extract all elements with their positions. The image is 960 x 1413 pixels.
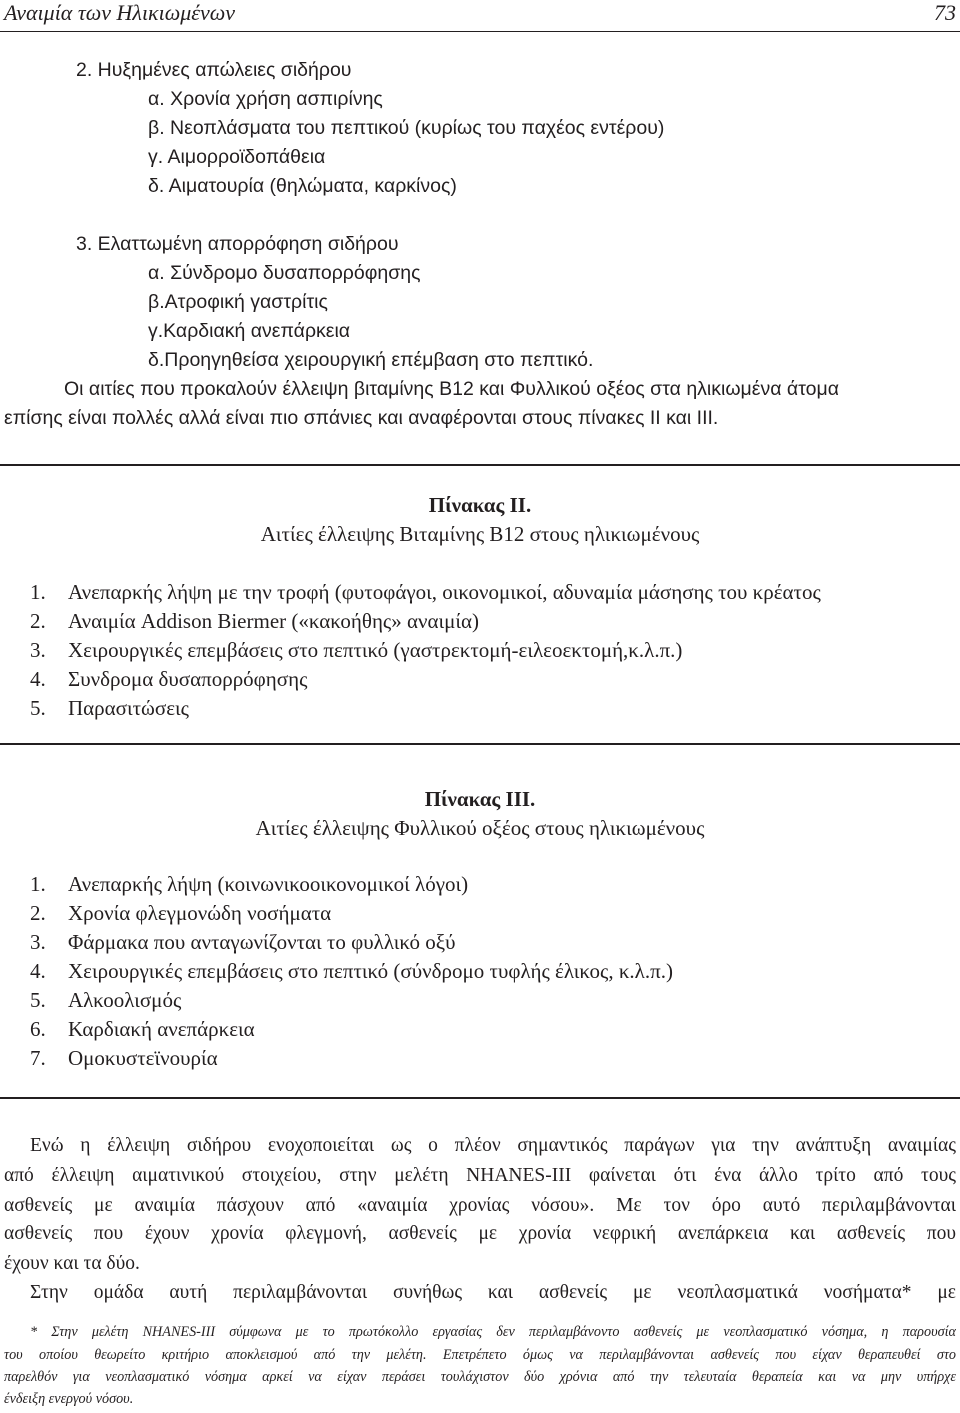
table-2-row — [30, 696, 189, 720]
table-3-row — [30, 1046, 218, 1070]
cause-item-2-sub: δ. Αιματουρία (θηλώματα, καρκίνος) — [148, 175, 457, 197]
row-text: Ανεπαρκής λήψη με την τροφή (φυτοφάγοι, οικονομικοί, αδυναμία μάσησης του κρέατος — [68, 580, 821, 604]
row-number: 4. — [30, 667, 46, 691]
table-3-row — [30, 959, 673, 983]
footnote-line: * Στην μελέτη NHANES-III σύμφωνα με το πρωτόκολλο εργασίας δεν περιλαμβάνοντο ασθενείς με νεοπλασματικό νόσημα, η παρουσία — [30, 1324, 956, 1340]
cause-item-3-sub: δ.Προηγηθείσα χειρουργική επέμβαση στο πεπτικό. — [148, 349, 594, 371]
row-text: Χειρουργικές επεμβάσεις στο πεπτικό (σύνδρομο τυφλής έλικος, κ.λ.π.) — [68, 959, 673, 983]
page-number: 73 — [934, 0, 956, 25]
row-text: Ομοκυστεϊνουρία — [68, 1046, 218, 1070]
row-text: Καρδιακή ανεπάρκεια — [68, 1017, 255, 1041]
row-number: 6. — [30, 1017, 46, 1041]
row-number: 3. — [30, 930, 46, 954]
footnote-line: του οποίου θεωρείτο κριτήριο αποκλεισμού από την μελέτη. Επετρέπετο όμως να περιλαμβάνονται ασθενείς που είχαν θεραπευθεί στο — [4, 1347, 956, 1363]
row-number: 2. — [30, 609, 46, 633]
table-2-row — [30, 580, 821, 604]
row-text: Ανεπαρκής λήψη (κοινωνικοοικονομικοί λόγοι) — [68, 872, 469, 896]
row-text: Συνδρομα δυσαπορρόφησης — [68, 667, 308, 691]
row-number: 4. — [30, 959, 46, 983]
row-text: Χειρουργικές επεμβάσεις στο πεπτικό (γαστρεκτομή-ειλεοεκτομή,κ.λ.π.) — [68, 638, 683, 662]
cause-item-3-sub: γ.Καρδιακή ανεπάρκεια — [148, 320, 351, 342]
row-number: 7. — [30, 1046, 46, 1070]
table-3-row — [30, 872, 468, 896]
table-2-row — [30, 638, 682, 662]
section-rule — [0, 1097, 960, 1099]
footnote-line: ένδειξη ενεργού νόσου. — [4, 1391, 134, 1407]
header-rule — [0, 31, 960, 32]
running-header — [0, 0, 960, 34]
cause-item-2-title: 2. Ηυξημένες απώλειες σιδήρου — [76, 59, 352, 81]
body-paragraph-line: ασθενείς που έχουν χρονία φλεγμονή, ασθενείς με χρονία νεφρική ανεπάρκεια και ασθενείς που — [4, 1223, 956, 1244]
row-number: 3. — [30, 638, 46, 662]
cause-item-3-title: 3. Ελαττωμένη απορρόφηση σιδήρου — [76, 233, 399, 255]
table-3-row — [30, 988, 181, 1012]
row-number: 1. — [30, 872, 46, 896]
row-number: 2. — [30, 901, 46, 925]
body-paragraph-line: Ενώ η έλλειψη σιδήρου ενοχοποιείται ως ο πλέον σημαντικός παράγων για την ανάπτυξη αναιμίας — [30, 1135, 956, 1156]
intro-paragraph-line: Οι αιτίες που προκαλούν έλλειψη βιταμίνης Β12 και Φυλλικού οξέος στα ηλικιωμένα άτομα — [64, 378, 839, 400]
row-number: 5. — [30, 696, 46, 720]
row-text: Αναιμία Addison Biermer («κακοήθης» αναιμία) — [68, 609, 480, 633]
cause-item-2-sub: γ. Αιμορροϊδοπάθεια — [148, 146, 326, 168]
table-3-subtitle: Αιτίες έλλειψης Φυλλικού οξέος στους ηλικιωμένους — [255, 816, 705, 840]
row-number: 5. — [30, 988, 46, 1012]
table-2-row — [30, 609, 479, 633]
table-2-row — [30, 667, 307, 691]
body-paragraph-2: Στην ομάδα αυτή περιλαμβάνονται συνήθως και ασθενείς με νεοπλασματικά νοσήματα* με — [30, 1282, 956, 1303]
cause-item-3-sub: β.Ατροφική γαστρίτις — [148, 291, 328, 313]
footnote-line: παρελθόν για νεοπλασματικό νόσημα αρκεί να είχαν περάσει τουλάχιστον δύο χρόνια από την τελευταία θεραπεία και να μην υπήρχε — [4, 1369, 956, 1385]
row-text: Αλκοολισμός — [68, 988, 182, 1012]
table-3-row — [30, 901, 331, 925]
row-number: 1. — [30, 580, 46, 604]
cause-item-2-sub: α. Χρονία χρήση ασπιρίνης — [148, 88, 383, 110]
section-rule — [0, 464, 960, 466]
row-text: Χρονία φλεγμονώδη νοσήματα — [68, 901, 332, 925]
body-paragraph-line: έχουν και τα δύο. — [4, 1253, 140, 1274]
row-text: Παρασιτώσεις — [68, 696, 189, 720]
table-2-title: Πίνακας ΙΙ. — [428, 493, 532, 517]
cause-item-2-sub: β. Νεοπλάσματα του πεπτικού (κυρίως του παχέος εντέρου) — [148, 117, 665, 139]
table-3-row — [30, 1017, 255, 1041]
table-3-row — [30, 930, 456, 954]
table-3-title: Πίνακας ΙΙΙ. — [424, 787, 536, 811]
intro-paragraph-line: επίσης είναι πολλές αλλά είναι πιο σπάνιες και αναφέρονται στους πίνακες ΙΙ και ΙΙΙ. — [4, 407, 719, 429]
cause-item-3-sub: α. Σύνδρομο δυσαπορρόφησης — [148, 262, 421, 284]
body-paragraph-line: από έλλειψη αιματινικού στοιχείου, στην μελέτη NHANES-III φαίνεται ότι ένα άλλο τρίτο από τους — [4, 1165, 956, 1186]
section-rule — [0, 743, 960, 745]
body-paragraph-line: ασθενείς με αναιμία πάσχουν από «αναιμία χρονίας νόσου». Με τον όρο αυτό περιλαμβάνονται — [4, 1195, 956, 1216]
header-title: Αναιμία των Ηλικιωμένων — [4, 0, 236, 25]
table-2-subtitle: Αιτίες έλλειψης Βιταμίνης Β12 στους ηλικιωμένους — [260, 522, 700, 546]
row-text: Φάρμακα που ανταγωνίζονται το φυλλικό οξύ — [68, 930, 456, 954]
